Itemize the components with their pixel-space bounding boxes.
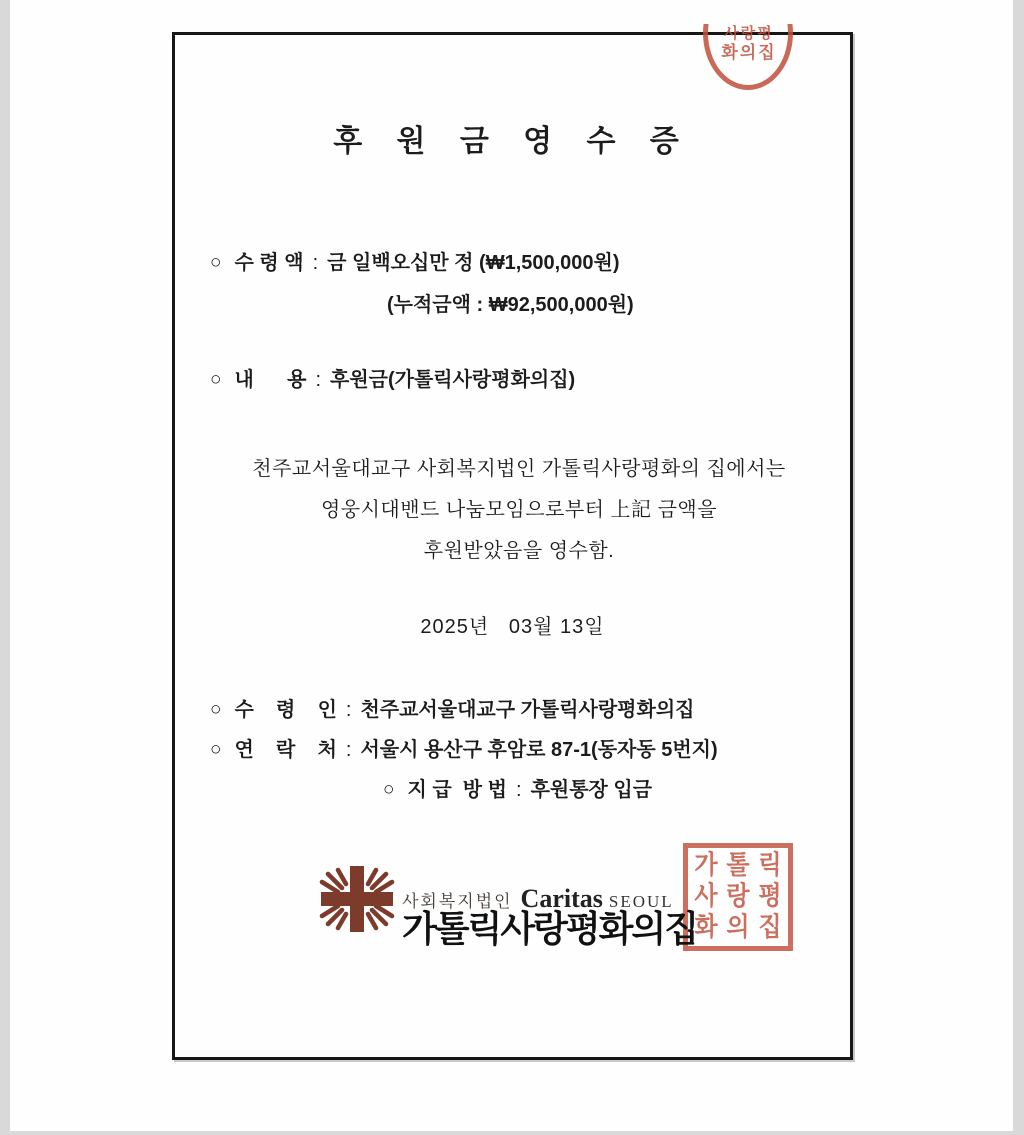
contact-value: 서울시 용산구 후암로 87-1(동자동 5번지): [360, 739, 718, 761]
scan-edge-left: [0, 0, 10, 1135]
content-bullet-icon: ○: [210, 369, 222, 390]
receipt-date: 2025년 03월 13일: [420, 616, 605, 638]
contact-label: 연 락 처: [234, 739, 337, 761]
body-line-3: 후원받았음을 영수함.: [423, 540, 615, 562]
contact-bullet-icon: ○: [210, 739, 222, 760]
content-colon: :: [315, 369, 322, 391]
round-seal-text-row1: 사랑평: [724, 25, 774, 42]
body-line-1: 천주교서울대교구 사회복지법인 가톨릭사랑평화의 집에서는: [252, 458, 786, 480]
payment-method-row: [383, 773, 652, 802]
recipient-label: 수 령 인: [234, 699, 337, 721]
payment-bullet-icon: ○: [383, 779, 395, 800]
amount-label: 수 령 액: [234, 252, 304, 274]
org-type-label: 사회복지법인: [402, 892, 513, 911]
seal-char: 사: [694, 881, 718, 912]
seal-char: 릭: [758, 850, 782, 880]
seal-char: 가: [694, 850, 718, 880]
receipt-title: 후 원 금 영 수 증: [333, 125, 692, 158]
payment-label: 지 급 방 법: [407, 779, 507, 801]
recipient-colon: :: [345, 699, 352, 721]
round-seal-text-row2: 화의집: [721, 43, 777, 62]
amount-colon: :: [312, 252, 319, 274]
contact-row: [210, 733, 718, 762]
recipient-bullet-icon: ○: [210, 699, 222, 720]
seal-char: 집: [758, 912, 782, 943]
contact-colon: :: [345, 739, 352, 761]
content-label: 내 용: [234, 369, 307, 391]
caritas-cross-icon: [318, 866, 396, 937]
cumulative-amount: (누적금액 : ₩92,500,000원): [387, 294, 634, 316]
recipient-value: 천주교서울대교구 가톨릭사랑평화의집: [360, 699, 695, 721]
seal-char: 랑: [726, 881, 750, 912]
caritas-wordmark: Caritas: [520, 884, 603, 913]
seal-char: 화: [694, 912, 718, 943]
amount-value: 금 일백오십만 정 (₩1,500,000원): [327, 252, 620, 274]
body-line-2: 영웅시대밴드 나눔모임으로부터 上記 금액을: [320, 499, 718, 521]
caritas-city-label: SEOUL: [608, 892, 674, 911]
seal-char: 톨: [726, 850, 750, 880]
payment-colon: :: [516, 779, 522, 801]
seal-char: 평: [758, 881, 782, 912]
round-seal-stamp: [701, 24, 797, 90]
amount-bullet-icon: ○: [210, 252, 222, 273]
recipient-row: [210, 693, 694, 722]
payment-value: 후원통장 입금: [530, 779, 653, 801]
org-name-logotype: 가톨릭사랑평화의집: [402, 908, 697, 949]
content-value: 후원금(가톨릭사랑평화의집): [330, 369, 576, 391]
scan-edge-right: [1013, 0, 1024, 1135]
amount-row: [210, 246, 620, 275]
square-seal-stamp: [683, 843, 793, 951]
content-row: [210, 363, 575, 392]
seal-char: 의: [726, 912, 750, 943]
scan-edge-bottom: [0, 1131, 1024, 1135]
